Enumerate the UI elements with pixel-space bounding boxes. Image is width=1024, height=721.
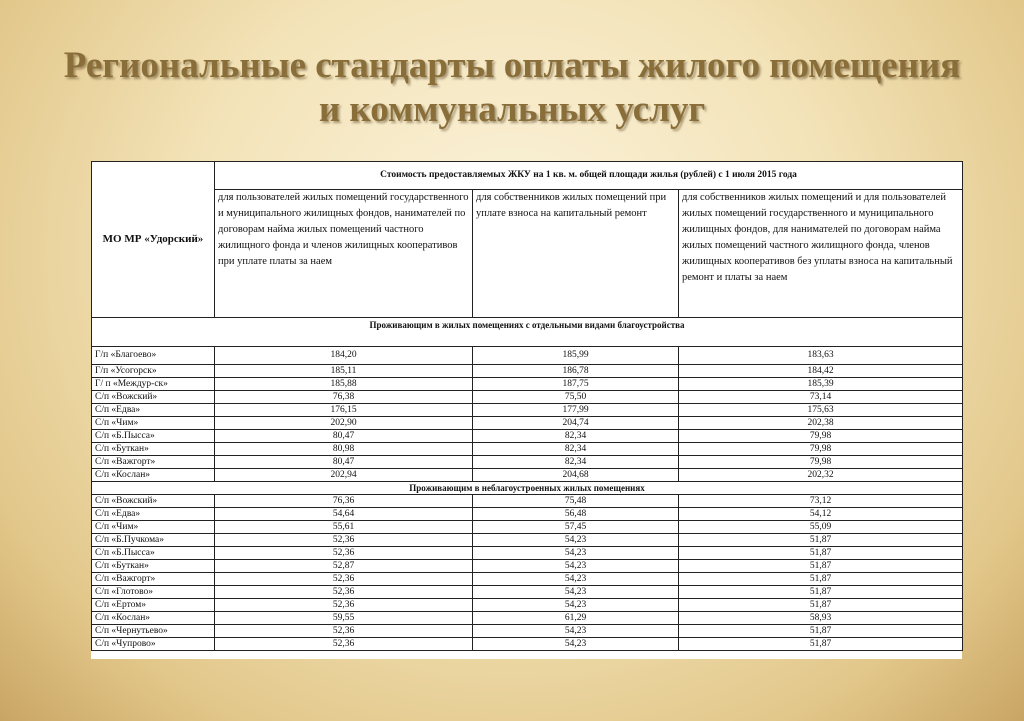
row-name: Г/ п «Междур-ск» (92, 378, 215, 391)
table-row (92, 599, 963, 612)
value-col1: 185,88 (215, 378, 473, 391)
table-row (92, 456, 963, 469)
row-name: С/п «Глотово» (92, 586, 215, 599)
row-name: С/п «Едва» (92, 404, 215, 417)
value-col2: 57,45 (473, 521, 679, 534)
value-col3: 79,98 (679, 443, 963, 456)
value-col2: 61,29 (473, 612, 679, 625)
tariff-table (91, 161, 963, 651)
value-col1: 52,36 (215, 534, 473, 547)
row-name: С/п «Ертом» (92, 599, 215, 612)
table-row (92, 430, 963, 443)
table-row (92, 573, 963, 586)
section2-header: Проживающим в неблагоустроенных жилых помещениях (92, 482, 963, 495)
value-col3: 51,87 (679, 586, 963, 599)
value-col1: 52,36 (215, 586, 473, 599)
value-col2: 187,75 (473, 378, 679, 391)
value-col1: 52,36 (215, 599, 473, 612)
value-col2: 75,48 (473, 495, 679, 508)
value-col1: 52,36 (215, 625, 473, 638)
section-header-row (92, 482, 963, 495)
section-header-row (92, 318, 963, 347)
table-row (92, 469, 963, 482)
value-col2: 82,34 (473, 456, 679, 469)
value-col3: 184,42 (679, 365, 963, 378)
value-col2: 82,34 (473, 443, 679, 456)
value-col1: 80,98 (215, 443, 473, 456)
header-row (92, 162, 963, 190)
value-col2: 54,23 (473, 534, 679, 547)
value-col1: 54,64 (215, 508, 473, 521)
table-row (92, 508, 963, 521)
cost-header: Стоимость предоставляемых ЖКУ на 1 кв. м. общей площади жилья (рублей) с 1 июля 2015 года (215, 162, 963, 190)
value-col2: 185,99 (473, 347, 679, 365)
table-row (92, 534, 963, 547)
column-headers-row (92, 190, 963, 318)
value-col2: 204,74 (473, 417, 679, 430)
value-col2: 177,99 (473, 404, 679, 417)
value-col1: 184,20 (215, 347, 473, 365)
value-col3: 54,12 (679, 508, 963, 521)
value-col1: 52,36 (215, 638, 473, 651)
value-col2: 82,34 (473, 430, 679, 443)
value-col3: 51,87 (679, 534, 963, 547)
value-col2: 75,50 (473, 391, 679, 404)
table-row (92, 404, 963, 417)
value-col2: 54,23 (473, 586, 679, 599)
row-name: С/п «Чим» (92, 417, 215, 430)
value-col3: 51,87 (679, 560, 963, 573)
row-name: С/п «Кослан» (92, 469, 215, 482)
value-col1: 55,61 (215, 521, 473, 534)
value-col3: 58,93 (679, 612, 963, 625)
row-name: С/п «Важгорт» (92, 573, 215, 586)
page-title: Региональные стандарты оплаты жилого помещения и коммунальных услуг (63, 45, 961, 130)
row-name: С/п «Чупрово» (92, 638, 215, 651)
column-header-2: для собственников жилых помещений при уплате взноса на капитальный ремонт (473, 190, 679, 318)
table-row (92, 638, 963, 651)
table-row (92, 560, 963, 573)
table-row (92, 378, 963, 391)
value-col3: 175,63 (679, 404, 963, 417)
value-col2: 56,48 (473, 508, 679, 521)
table-row (92, 417, 963, 430)
value-col3: 183,63 (679, 347, 963, 365)
value-col1: 52,87 (215, 560, 473, 573)
value-col3: 51,87 (679, 573, 963, 586)
value-col3: 55,09 (679, 521, 963, 534)
table-row (92, 586, 963, 599)
value-col2: 54,23 (473, 625, 679, 638)
row-name: С/п «Чим» (92, 521, 215, 534)
value-col3: 202,38 (679, 417, 963, 430)
value-col1: 76,36 (215, 495, 473, 508)
value-col1: 52,36 (215, 547, 473, 560)
row-name: С/п «Едва» (92, 508, 215, 521)
value-col3: 51,87 (679, 638, 963, 651)
value-col2: 54,23 (473, 560, 679, 573)
value-col3: 79,98 (679, 456, 963, 469)
table-row (92, 625, 963, 638)
mo-header: МО МР «Удорский» (92, 162, 215, 318)
table-row (92, 612, 963, 625)
value-col1: 202,94 (215, 469, 473, 482)
value-col1: 202,90 (215, 417, 473, 430)
value-col3: 51,87 (679, 599, 963, 612)
value-col3: 185,39 (679, 378, 963, 391)
value-col1: 176,15 (215, 404, 473, 417)
value-col2: 186,78 (473, 365, 679, 378)
table-row (92, 443, 963, 456)
value-col1: 80,47 (215, 456, 473, 469)
row-name: С/п «Важгорт» (92, 456, 215, 469)
table-row (92, 365, 963, 378)
table-row (92, 547, 963, 560)
row-name: Г/п «Благоево» (92, 347, 215, 365)
value-col2: 54,23 (473, 547, 679, 560)
column-header-3: для собственников жилых помещений и для пользователей жилых помещений государственного и муниципального жилищных фондов, для нанимателей по договорам найма жилых помещений частного жилищного фонда, членов жилищных кооперативов без уплаты взноса на капитальный ремонт и платы за наем (679, 190, 963, 318)
row-name: С/п «Чернутьево» (92, 625, 215, 638)
value-col3: 51,87 (679, 625, 963, 638)
value-col1: 59,55 (215, 612, 473, 625)
column-header-1: для пользователей жилых помещений государственного и муниципального жилищных фондов, нанимателей по договорам найма жилых помещений частного жилищного фонда и членов жилищных кооперативов при уплате платы за наем (215, 190, 473, 318)
row-name: С/п «Буткан» (92, 443, 215, 456)
value-col1: 80,47 (215, 430, 473, 443)
value-col3: 73,12 (679, 495, 963, 508)
value-col2: 54,23 (473, 638, 679, 651)
value-col3: 51,87 (679, 547, 963, 560)
value-col1: 76,38 (215, 391, 473, 404)
value-col3: 73,14 (679, 391, 963, 404)
tariff-table-container (91, 161, 962, 659)
value-col1: 52,36 (215, 573, 473, 586)
value-col3: 202,32 (679, 469, 963, 482)
row-name: С/п «Вожский» (92, 391, 215, 404)
row-name: С/п «Вожский» (92, 495, 215, 508)
row-name: С/п «Кослан» (92, 612, 215, 625)
value-col1: 185,11 (215, 365, 473, 378)
row-name: Г/п «Усогорск» (92, 365, 215, 378)
table-row (92, 347, 963, 365)
row-name: С/п «Б.Пысса» (92, 430, 215, 443)
value-col3: 79,98 (679, 430, 963, 443)
table-row (92, 495, 963, 508)
table-row (92, 521, 963, 534)
row-name: С/п «Буткан» (92, 560, 215, 573)
value-col2: 54,23 (473, 573, 679, 586)
value-col2: 54,23 (473, 599, 679, 612)
table-row (92, 391, 963, 404)
section1-header: Проживающим в жилых помещениях с отдельными видами благоустройства (92, 318, 963, 347)
row-name: С/п «Б.Пысса» (92, 547, 215, 560)
row-name: С/п «Б.Пучкома» (92, 534, 215, 547)
value-col2: 204,68 (473, 469, 679, 482)
